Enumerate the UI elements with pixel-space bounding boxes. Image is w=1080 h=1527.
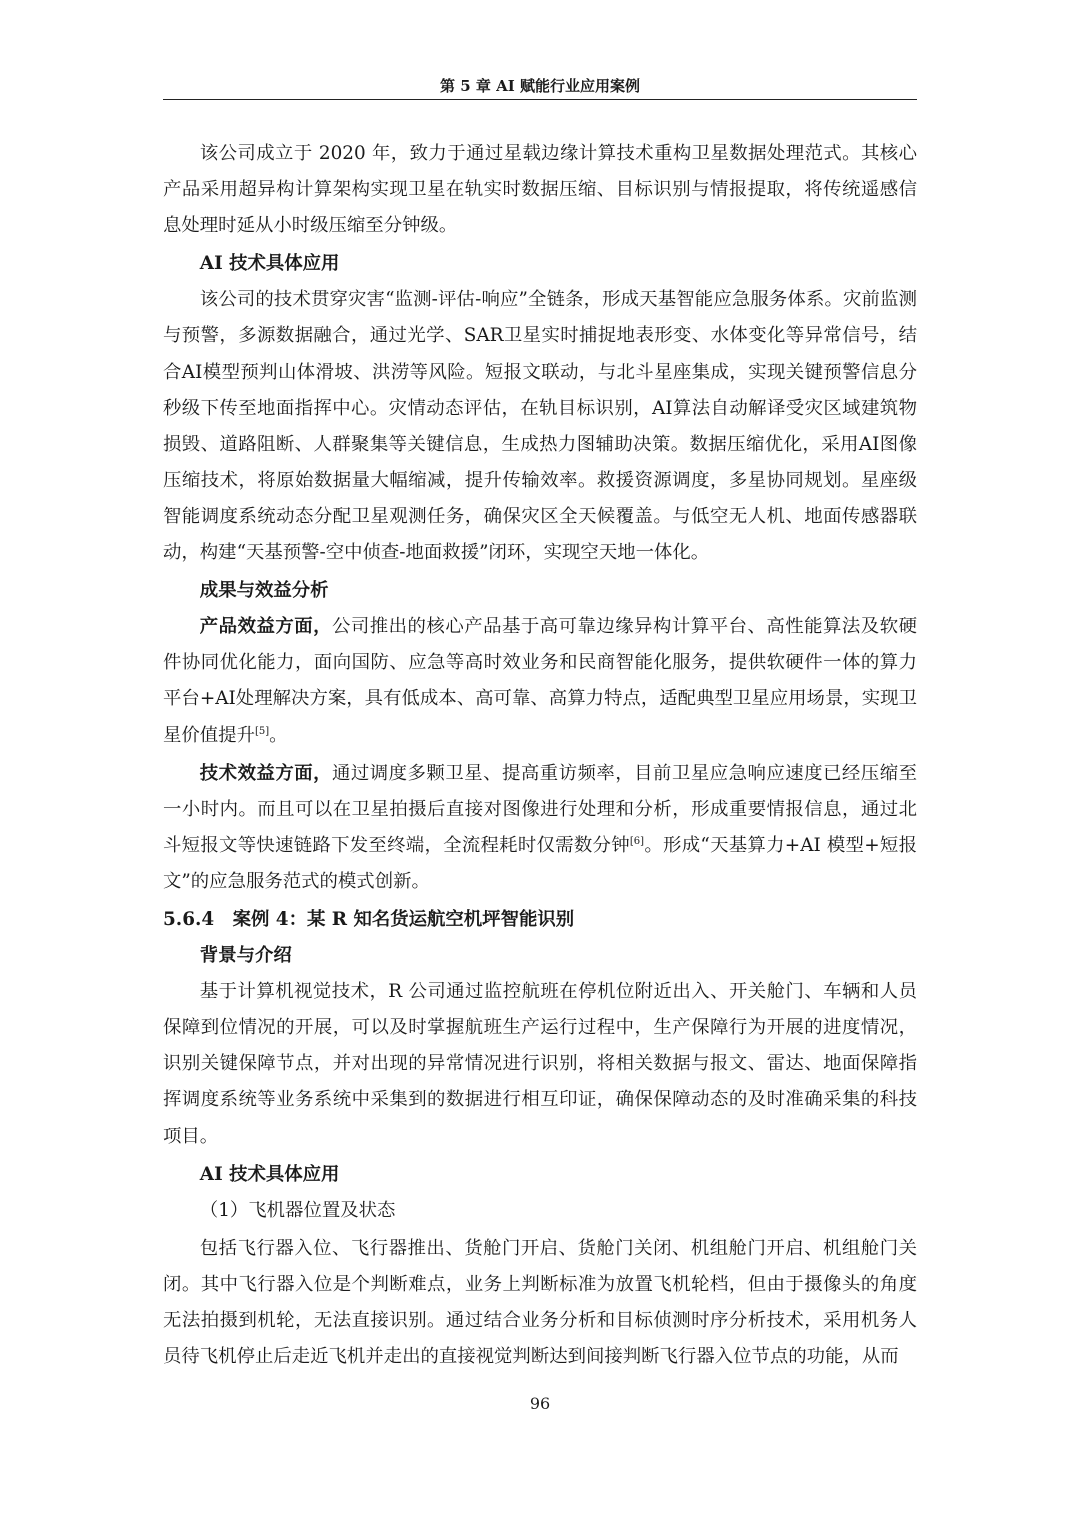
paragraph-aircraft-status: 包括飞行器入位、飞行器推出、货舱门开启、货舱门关闭、机组舱门开启、机组舱门关闭。其中飞行器入位是个判断难点，业务上判断标准为放置飞机轮档，但由于摄像头的角度无法拍摄到机轮，无法直接识别。通过结合业务分析和目标侦测时序分析技术，采用机务人员待飞机停止后走近飞机并走出的直接视觉判断达到间接判断飞行器入位节点的功能，从而 xyxy=(163,1237,917,1368)
tech-benefits-end: 。形成“天基算力+AI 模型+短报文”的应急服务范式的模式创新。 xyxy=(163,834,917,892)
header-divider xyxy=(163,99,917,100)
section-title: 案例 4：某 R 知名货运航空机坪智能识别 xyxy=(232,908,575,930)
tech-benefits-text: 通过调度多颗卫星、提高重访频率，目前卫星应急响应速度已经压缩至一小时内。而且可以在卫星拍摄后直接对图像进行处理和分析，形成重要情报信息，通过北斗短报文等快速链路下发至终端，全流程耗时仅需数分钟 xyxy=(163,762,917,856)
section-number: 5.6.4 xyxy=(163,908,215,930)
paragraph-ai-application: 该公司的技术贯穿灾害“监测-评估-响应”全链条，形成天基智能应急服务体系。灾前监测与预警，多源数据融合，通过光学、SAR卫星实时捕捉地表形变、水体变化等异常信号，结合AI模型预判山体滑坡、洪涝等风险。短报文联动，与北斗星座集成，实现关键预警信息分秒级下传至地面指挥中心。灾情动态评估，在轨目标识别，AI算法自动解译受灾区域建筑物损毁、道路阻断、人群聚集等关键信息，生成热力图辅助决策。数据压缩优化，采用AI图像压缩技术，将原始数据量大幅缩减，提升传输效率。救援资源调度，多星协同规划。星座级智能调度系统动态分配卫星观测任务，确保灾区全天候覆盖。与低空无人机、地面传感器联动，构建“天基预警-空中侦查-地面救援”闭环，实现空天地一体化。 xyxy=(163,289,917,564)
subheading-background: 背景与介绍 xyxy=(199,945,292,967)
list-item-aircraft-position: （1）飞机器位置及状态 xyxy=(199,1199,396,1221)
running-header: 第 5 章 AI 赋能行业应用案例 xyxy=(440,77,640,95)
subheading-ai-application: AI 技术具体应用 xyxy=(199,253,340,275)
page-number: 96 xyxy=(529,1394,551,1413)
section-heading xyxy=(163,902,917,938)
product-benefits-end: 。 xyxy=(269,724,288,746)
product-benefits-lead: 产品效益方面， xyxy=(199,616,332,638)
citation-6[interactable]: [6] xyxy=(629,835,645,847)
paragraph-background: 基于计算机视觉技术，R 公司通过监控航班在停机位附近出入、开关舱门、车辆和人员保障到位情况的开展，可以及时掌握航班生产运行过程中，生产保障行为开展的进度情况，识别关键保障节点，并对出现的异常情况进行识别，将相关数据与报文、雷达、地面保障指挥调度系统等业务系统中采集到的数据进行相互印证，确保保障动态的及时准确采集的科技项目。 xyxy=(163,981,917,1147)
paragraph-tech-benefits xyxy=(163,756,917,900)
body-content xyxy=(163,136,917,1377)
citation-5[interactable]: [5] xyxy=(254,725,270,737)
product-benefits-text: 公司推出的核心产品基于高可靠边缘异构计算平台、高性能算法及软硬件协同优化能力，面向国防、应急等高时效业务和民商智能化服务，提供软硬件一体的算力平台+AI处理解决方案，具有低成本、高可靠、高算力特点，适配典型卫星应用场景，实现卫星价值提升 xyxy=(163,616,917,746)
tech-benefits-lead: 技术效益方面， xyxy=(199,762,332,784)
paragraph-product-benefits xyxy=(163,609,917,753)
subheading-ai-application-2: AI 技术具体应用 xyxy=(199,1163,340,1185)
subheading-results: 成果与效益分析 xyxy=(199,580,329,602)
paragraph-company-intro: 该公司成立于 2020 年，致力于通过星载边缘计算技术重构卫星数据处理范式。其核心产品采用超异构计算架构实现卫星在轨实时数据压缩、目标识别与情报提取，将传统遥感信息处理时延从小时级压缩至分钟级。 xyxy=(163,143,917,237)
